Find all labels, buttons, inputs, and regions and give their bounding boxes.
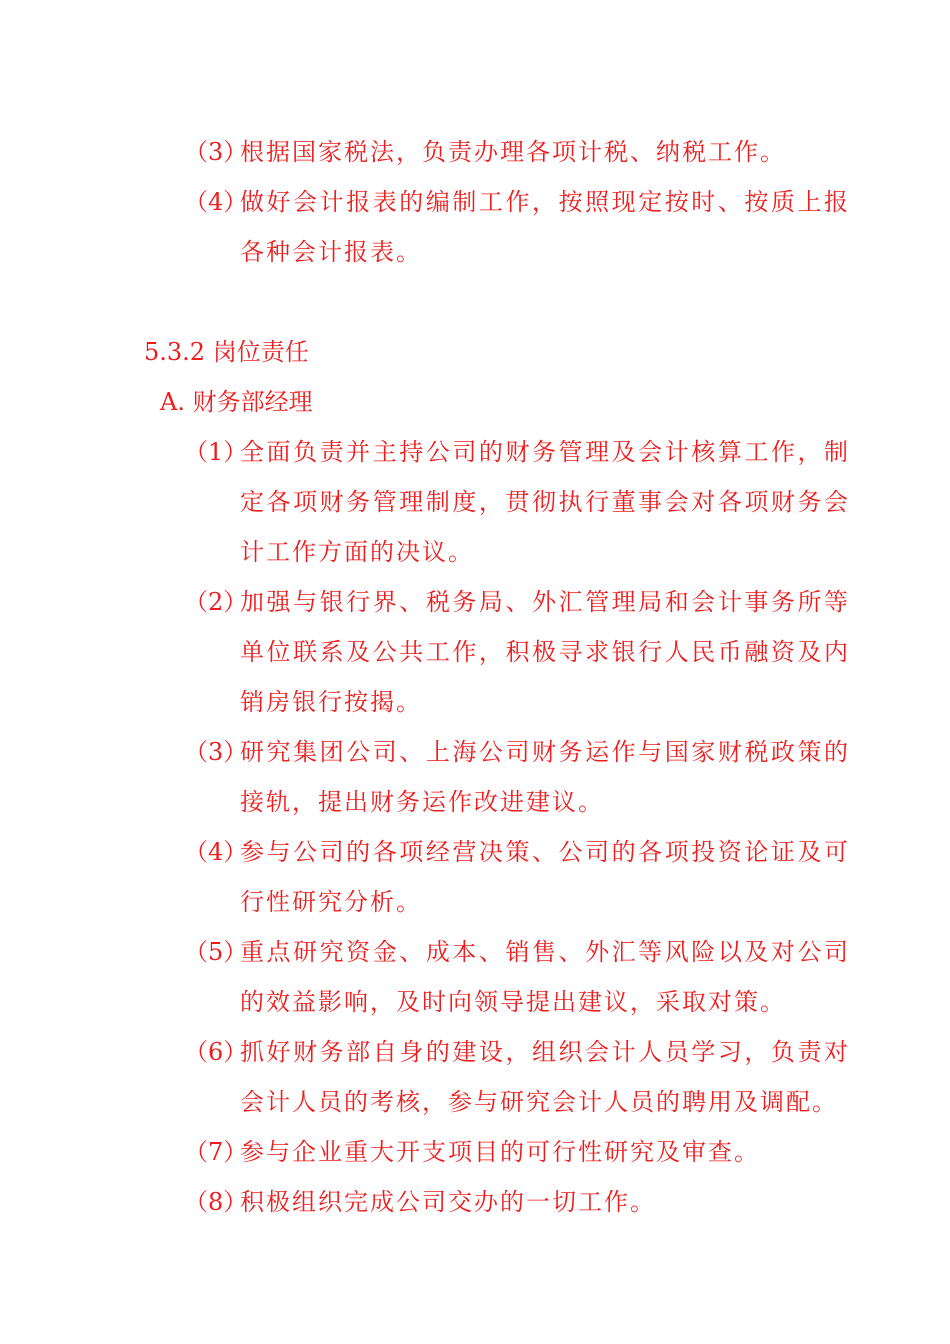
subsection-heading: A. 财务部经理 (160, 388, 313, 416)
item-number: （5） (184, 938, 248, 966)
item-number: （3） (184, 138, 248, 166)
list-item (184, 727, 850, 827)
list-item (184, 1027, 850, 1127)
item-number: （3） (184, 738, 248, 766)
list-item (184, 827, 850, 927)
item-text: 参与公司的各项经营决策、公司的各项投资论证及可行性研究分析。 (240, 838, 850, 916)
item-number: （7） (184, 1138, 248, 1166)
list-item (184, 127, 850, 177)
item-text: 积极组织完成公司交办的一切工作。 (240, 1188, 656, 1216)
list-item (184, 927, 850, 1027)
item-number: （2） (184, 588, 248, 616)
item-text: 研究集团公司、上海公司财务运作与国家财税政策的接轨，提出财务运作改进建议。 (240, 738, 850, 816)
list-item (184, 427, 850, 577)
item-text: 全面负责并主持公司的财务管理及会计核算工作，制定各项财务管理制度，贯彻执行董事会对各项财务会计工作方面的决议。 (240, 438, 850, 566)
item-number: （4） (184, 188, 248, 216)
item-text: 抓好财务部自身的建设，组织会计人员学习，负责对会计人员的考核，参与研究会计人员的聘用及调配。 (240, 1038, 850, 1116)
item-text: 做好会计报表的编制工作，按照现定按时、按质上报各种会计报表。 (240, 188, 850, 266)
item-text: 根据国家税法，负责办理各项计税、纳税工作。 (240, 138, 786, 166)
item-number: （4） (184, 838, 248, 866)
item-text: 参与企业重大开支项目的可行性研究及审查。 (240, 1138, 760, 1166)
list-item (184, 1177, 850, 1227)
section-heading: 5.3.2 岗位责任 (144, 338, 309, 366)
item-text: 加强与银行界、税务局、外汇管理局和会计事务所等单位联系及公共工作，积极寻求银行人民币融资及内销房银行按揭。 (240, 588, 850, 716)
item-text: 重点研究资金、成本、销售、外汇等风险以及对公司的效益影响，及时向领导提出建议，采取对策。 (240, 938, 850, 1016)
item-number: （6） (184, 1038, 248, 1066)
list-item (184, 577, 850, 727)
list-item (184, 1127, 850, 1177)
list-item (184, 177, 850, 277)
item-number: （8） (184, 1188, 248, 1216)
item-number: （1） (184, 438, 248, 466)
